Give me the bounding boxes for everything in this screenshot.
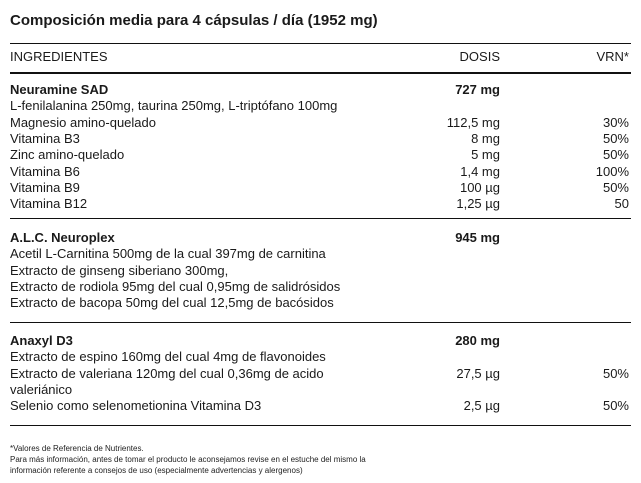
ingredient-row [10,131,631,147]
section-divider [10,218,631,219]
ingredient-row [10,147,631,163]
ingredient-row [10,196,631,212]
ingredient-name: Vitamina B3 [10,130,80,146]
ingredient-dose: 280 mg [455,333,500,348]
ingredient-vrn: 50% [602,179,629,195]
ingredient-name: Acetil L-Carnitina 500mg de la cual 397mg de carnitina [10,246,326,262]
ingredient-name: Selenio como selenometionina Vitamina D3 [10,398,262,414]
ingredient-row [10,366,631,382]
group-row [10,333,631,349]
ingredient-dose: 1,25 µg [456,196,500,212]
ingredient-dose: 945 mg [455,230,500,245]
ingredient-row [10,164,631,180]
ingredient-vrn: 50% [602,398,629,414]
ingredient-name: A.L.C. Neuroplex [10,230,115,245]
ingredient-name: Vitamina B6 [10,163,80,179]
ingredient-row [10,115,631,131]
ingredient-row [10,246,631,262]
ingredient-row [10,180,631,196]
ingredient-row [10,263,631,279]
ingredient-name: Vitamina B9 [10,179,80,195]
ingredient-name: Zinc amino-quelado [10,147,125,163]
ingredient-name: Magnesio amino-quelado [10,114,156,130]
column-header-ingredients: INGREDIENTES [10,49,108,64]
ingredient-name: Anaxyl D3 [10,333,73,348]
ingredient-name: Neuramine SAD [10,82,109,97]
footnote-vrn: *Valores de Referencia de Nutrientes. [10,444,144,453]
header-bottom-rule [10,72,631,74]
ingredient-name: Extracto de ginseng siberiano 300mg, [10,262,229,278]
ingredient-name: Extracto de rodiola 95mg del cual 0,95mg de salidrósidos [10,278,341,294]
ingredient-vrn: 50% [602,365,629,381]
ingredient-dose: 1,4 mg [460,163,500,179]
ingredient-name: Extracto de espino 160mg del cual 4mg de flavonoides [10,349,326,365]
section-divider [10,322,631,323]
ingredient-dose: 8 mg [471,130,500,146]
ingredient-vrn: 50 [614,196,629,212]
ingredient-dose: 27,5 µg [456,365,500,381]
column-header-vrn: VRN* [596,49,629,64]
ingredient-name: valeriánico [10,381,73,397]
ingredient-row [10,295,631,311]
ingredient-name: Extracto de bacopa 50mg del cual 12,5mg de bacósidos [10,295,334,311]
page-title: Composición media para 4 cápsulas / día (1952 mg) [10,12,378,29]
ingredient-vrn: 50% [602,130,629,146]
table-bottom-rule [10,425,631,426]
group-row [10,82,631,98]
ingredient-dose: 727 mg [455,82,500,97]
group-row [10,230,631,246]
ingredient-row [10,382,631,398]
ingredient-dose: 5 mg [471,147,500,163]
ingredient-vrn: 50% [602,147,629,163]
ingredient-dose: 112,5 mg [446,114,500,130]
footnote-info: Para más información, antes de tomar el producto le aconsejamos revise en el estuche del mismo la [10,455,366,464]
footnote-info-cont: información referente a consejos de uso (especialmente advertencias y alergenos) [10,466,303,475]
ingredient-name: Vitamina B12 [10,196,88,212]
ingredient-dose: 2,5 µg [463,398,500,414]
ingredient-name: Extracto de valeriana 120mg del cual 0,36mg de acido [10,365,324,381]
ingredient-row [10,279,631,295]
ingredient-row [10,98,631,114]
ingredient-vrn: 30% [602,114,629,130]
ingredient-vrn: 100% [595,163,629,179]
column-header-dose: DOSIS [459,49,500,64]
ingredient-row [10,398,631,414]
ingredient-dose: 100 µg [459,179,500,195]
ingredient-row [10,349,631,365]
header-top-rule [10,43,631,44]
ingredient-name: L-fenilalanina 250mg, taurina 250mg, L-triptófano 100mg [10,98,338,114]
